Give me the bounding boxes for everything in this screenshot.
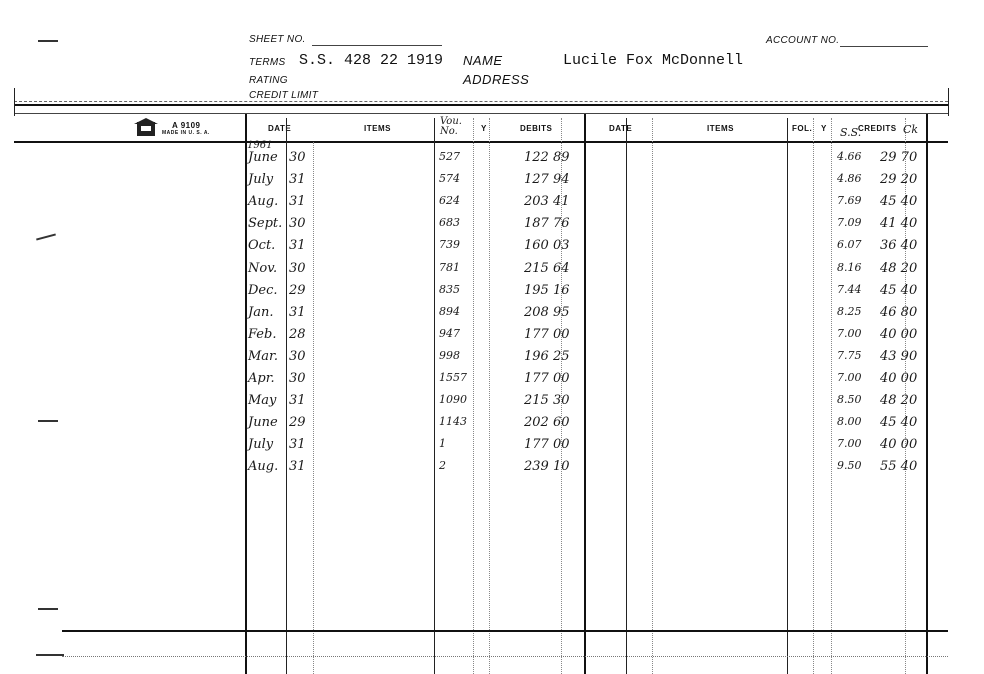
- entry-voucher: 527: [439, 150, 460, 163]
- entry-credit: 48 20: [880, 393, 918, 409]
- entry-credit: 29 20: [880, 172, 918, 188]
- entry-voucher: 739: [439, 238, 460, 252]
- entry-month: June: [248, 415, 278, 431]
- entry-voucher: 1: [439, 437, 446, 451]
- terms-label: TERMS: [249, 57, 286, 68]
- entry-day: 30: [289, 348, 306, 364]
- ledger-row: [0, 216, 984, 238]
- col-items-left: ITEMS: [364, 124, 391, 133]
- col-date-left: DATE: [268, 124, 292, 133]
- entry-credit: 41 40: [880, 216, 918, 232]
- entry-voucher: 998: [439, 348, 460, 362]
- entry-month: June: [248, 150, 278, 165]
- entry-ss-amount: 8.25: [837, 304, 862, 318]
- credit-limit-label: CREDIT LIMIT: [249, 90, 319, 101]
- entry-day: 30: [289, 260, 306, 276]
- entry-debit: 195 16: [524, 282, 570, 298]
- account-no-line: [840, 46, 928, 47]
- entry-credit: 40 00: [880, 371, 918, 386]
- entry-debit: 177 00: [524, 326, 570, 342]
- entry-credit: 40 00: [880, 326, 918, 342]
- header-rule: [14, 113, 948, 114]
- entry-credit: 45 40: [880, 194, 918, 210]
- ledger-row: [0, 238, 984, 260]
- entry-day: 31: [289, 459, 306, 475]
- entry-month: Aug.: [248, 459, 279, 475]
- ledger-row: [0, 261, 984, 283]
- col-items-right: ITEMS: [707, 124, 734, 133]
- punch-mark: [38, 40, 58, 42]
- entry-day: 31: [289, 172, 306, 188]
- entry-voucher: 1090: [439, 393, 467, 407]
- entry-debit: 215 30: [524, 393, 570, 409]
- entry-credit: 36 40: [880, 238, 918, 254]
- entry-voucher: 2: [439, 459, 446, 473]
- ledger-row: [0, 172, 984, 194]
- col-ck: Ck: [903, 123, 919, 136]
- entry-day: 31: [289, 238, 306, 254]
- year-note: 1961: [247, 140, 273, 151]
- punch-mark: [38, 608, 58, 610]
- entry-day: 30: [289, 371, 306, 386]
- entry-day: 29: [289, 415, 306, 431]
- entry-month: Aug.: [248, 194, 279, 210]
- entry-day: 31: [289, 304, 306, 320]
- ledger-row: [0, 415, 984, 437]
- form-mark: [134, 116, 158, 145]
- footer-rule: [62, 630, 948, 632]
- ledger-row: [0, 283, 984, 305]
- entry-month: Sept.: [248, 216, 283, 232]
- entry-credit: 48 20: [880, 260, 918, 276]
- entry-credit: 40 00: [880, 437, 918, 453]
- ledger-row: [0, 437, 984, 459]
- entry-day: 31: [289, 194, 306, 210]
- entry-voucher: 624: [439, 194, 460, 208]
- header-rule: [14, 104, 948, 106]
- right-margin-line: [948, 88, 949, 116]
- entry-month: Apr.: [248, 371, 275, 386]
- entry-month: May: [248, 393, 277, 409]
- entry-ss-amount: 8.00: [837, 415, 862, 429]
- punch-mark: [36, 654, 64, 656]
- entry-debit: 160 03: [524, 238, 570, 254]
- entry-debit: 196 25: [524, 348, 570, 364]
- entry-month: Feb.: [248, 326, 277, 342]
- entry-voucher: 781: [439, 260, 460, 274]
- entry-debit: 208 95: [524, 304, 570, 320]
- entry-voucher: 574: [439, 172, 460, 186]
- col-vou-no: Vou. No.: [440, 116, 462, 137]
- entry-voucher: 1143: [439, 415, 467, 429]
- entry-debit: 202 60: [524, 415, 570, 431]
- col-fol-right: FOL.: [792, 124, 813, 133]
- name-value: Lucile Fox McDonnell: [563, 52, 744, 69]
- entry-debit: 122 89: [524, 150, 570, 165]
- rating-label: RATING: [249, 75, 288, 86]
- eagle-logo-icon: [134, 116, 158, 140]
- entry-ss-amount: 7.00: [837, 371, 862, 384]
- col-check-right: Y: [821, 124, 827, 133]
- entry-voucher: 683: [439, 216, 460, 230]
- ledger-row: [0, 459, 984, 481]
- entry-voucher: 894: [439, 304, 460, 318]
- entry-month: July: [248, 437, 274, 453]
- entry-credit: 55 40: [880, 459, 918, 475]
- entry-month: July: [248, 172, 274, 188]
- entry-ss-amount: 8.16: [837, 260, 862, 274]
- entry-voucher: 1557: [439, 371, 467, 384]
- entry-day: 30: [289, 150, 306, 165]
- left-margin-line: [14, 88, 15, 116]
- entry-day: 28: [289, 326, 306, 342]
- made-in-usa: MADE IN U. S. A.: [162, 130, 210, 136]
- col-check-left: Y: [481, 124, 487, 133]
- entry-day: 31: [289, 393, 306, 409]
- header-rule: [14, 101, 948, 102]
- name-label: NAME: [463, 53, 503, 68]
- entry-debit: 215 64: [524, 260, 570, 276]
- entry-ss-amount: 4.86: [837, 172, 862, 186]
- entry-debit: 177 00: [524, 437, 570, 453]
- entry-credit: 29 70: [880, 150, 918, 165]
- ledger-row: [0, 349, 984, 371]
- entry-credit: 45 40: [880, 282, 918, 298]
- terms-value: S.S. 428 22 1919: [299, 52, 444, 69]
- entry-ss-amount: 7.09: [837, 216, 862, 230]
- entry-month: Jan.: [248, 304, 274, 320]
- sheet-no-line: [312, 45, 442, 46]
- entry-debit: 187 76: [524, 216, 570, 232]
- entry-ss-amount: 7.75: [837, 348, 862, 362]
- entry-voucher: 835: [439, 282, 460, 296]
- entry-ss-amount: 6.07: [837, 238, 862, 252]
- entry-ss-amount: 9.50: [837, 459, 862, 473]
- footer-rule: [62, 656, 948, 657]
- ledger-row: [0, 371, 984, 393]
- entry-credit: 43 90: [880, 348, 918, 364]
- entry-month: Nov.: [248, 260, 278, 276]
- entry-debit: 203 41: [524, 194, 570, 210]
- col-ss: S.S.: [840, 126, 862, 139]
- form-number: A 9109: [172, 121, 201, 130]
- entry-credit: 46 80: [880, 304, 918, 320]
- account-no-label: ACCOUNT NO.: [766, 35, 840, 46]
- col-credits: CREDITS: [858, 124, 897, 133]
- entry-ss-amount: 7.00: [837, 326, 862, 340]
- ledger-row: [0, 327, 984, 349]
- entry-month: Oct.: [248, 238, 276, 254]
- entry-day: 31: [289, 437, 306, 453]
- ledger-row: [0, 393, 984, 415]
- entry-ss-amount: 4.66: [837, 150, 862, 163]
- entry-ss-amount: 7.44: [837, 282, 862, 296]
- entry-debit: 177 00: [524, 371, 570, 386]
- entry-debit: 239 10: [524, 459, 570, 475]
- entry-day: 29: [289, 282, 306, 298]
- entry-credit: 45 40: [880, 415, 918, 431]
- ledger-row: [0, 194, 984, 216]
- entry-month: Dec.: [248, 282, 278, 298]
- ledger-row: [0, 305, 984, 327]
- sheet-no-label: SHEET NO.: [249, 34, 306, 45]
- entry-day: 30: [289, 216, 306, 232]
- entry-ss-amount: 8.50: [837, 393, 862, 407]
- entry-debit: 127 94: [524, 172, 570, 188]
- col-date-right: DATE: [609, 124, 633, 133]
- entry-voucher: 947: [439, 326, 460, 340]
- address-label: ADDRESS: [463, 72, 530, 87]
- entry-ss-amount: 7.69: [837, 194, 862, 208]
- ledger-row: [0, 150, 984, 172]
- entry-month: Mar.: [248, 348, 278, 364]
- col-debits: DEBITS: [520, 124, 553, 133]
- entry-ss-amount: 7.00: [837, 437, 862, 451]
